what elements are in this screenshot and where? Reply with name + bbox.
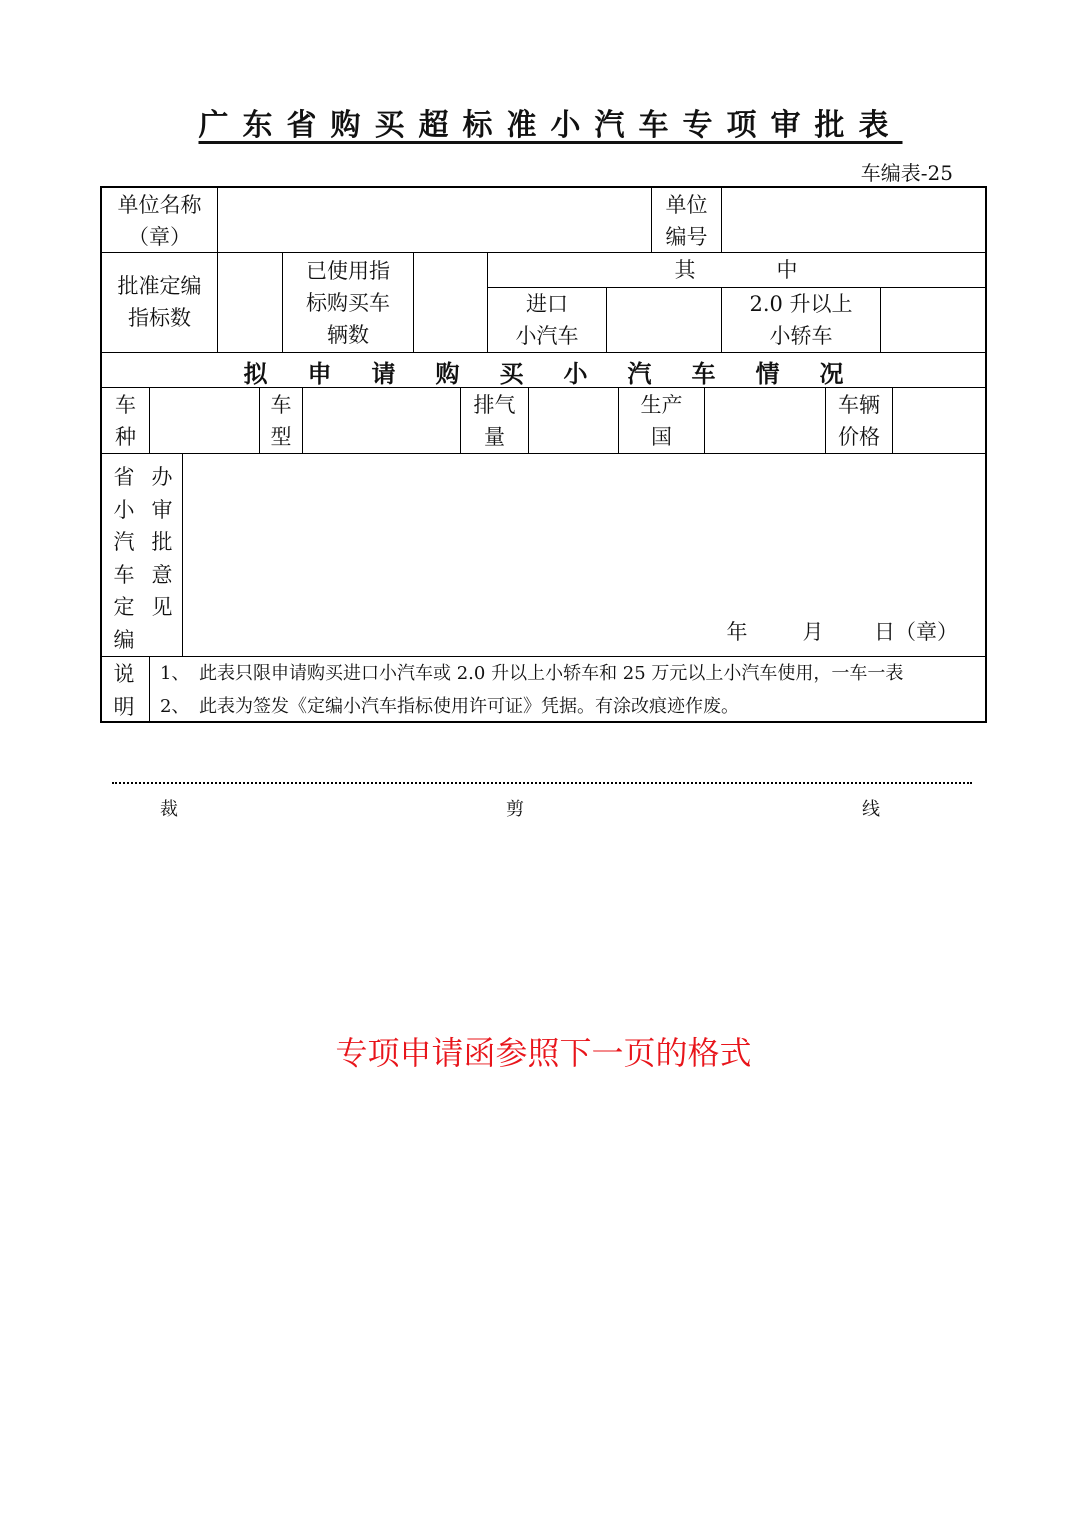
approval-label-col1: 省 小 汽 车 定 编 (113, 465, 135, 652)
col-divider (704, 388, 705, 454)
unit-name-label: 单位名称 （章） (117, 193, 202, 249)
note-1-number: 1、 (160, 663, 190, 684)
import-car-label: 进口 小汽车 (515, 292, 579, 348)
col-divider (721, 187, 722, 253)
col-divider (892, 388, 893, 454)
quota-label: 批准定编 指标数 (117, 274, 202, 330)
col-divider (182, 454, 183, 657)
col-divider (302, 388, 303, 454)
date-month: 月 (802, 620, 824, 644)
note-2-number: 2、 (160, 696, 190, 717)
col-divider (149, 657, 150, 722)
note-2-text: 此表为签发《定编小汽车指标使用许可证》凭据。有涂改痕迹作废。 (199, 696, 739, 717)
unit-no-label: 单位 编号 (665, 193, 708, 249)
car-model-label: 车 型 (270, 393, 292, 449)
origin-label: 生产 国 (640, 393, 683, 449)
date-day-seal: 日（章） (874, 620, 958, 644)
date-year: 年 (726, 620, 748, 644)
row-divider (101, 352, 986, 353)
col-divider (217, 187, 218, 253)
col-divider (413, 253, 414, 353)
cut-label-2: 剪 (506, 799, 524, 820)
cut-label-1: 裁 (160, 799, 178, 820)
price-label: 车辆 价格 (838, 393, 880, 449)
col-divider (606, 288, 607, 353)
col-divider (217, 253, 218, 353)
among-label-2: 中 (776, 258, 798, 282)
sedan-label: 2.0 升以上 小轿车 (749, 292, 853, 348)
col-divider (528, 388, 529, 454)
notes-label: 说 明 (113, 662, 135, 719)
section-title: 拟 申 请 购 买 小 汽 车 情 况 (243, 359, 844, 388)
displacement-label: 排气 量 (473, 393, 516, 449)
row-divider (101, 252, 986, 253)
cut-label-3: 线 (862, 799, 880, 820)
car-kind-label: 车 种 (115, 393, 136, 449)
col-divider (880, 288, 881, 353)
note-1-text: 此表只限申请购买进口小汽车或 2.0 升以上小轿车和 25 万元以上小汽车使用，一车一表 (199, 663, 904, 684)
row-divider (101, 453, 986, 454)
approval-table (100, 186, 987, 723)
used-quota-label: 已使用指 标购买车 辆数 (306, 259, 390, 347)
cut-line (112, 782, 972, 784)
col-divider (149, 388, 150, 454)
among-label-1: 其 (674, 258, 696, 282)
form-title: 广东省购买超标准小汽车专项审批表 (198, 108, 903, 143)
red-note: 专项申请函参照下一页的格式 (335, 1034, 752, 1072)
form-code: 车编表-25 (860, 161, 953, 185)
approval-label-col2: 办 审 批 意 见 (151, 465, 173, 619)
row-divider (101, 387, 986, 388)
